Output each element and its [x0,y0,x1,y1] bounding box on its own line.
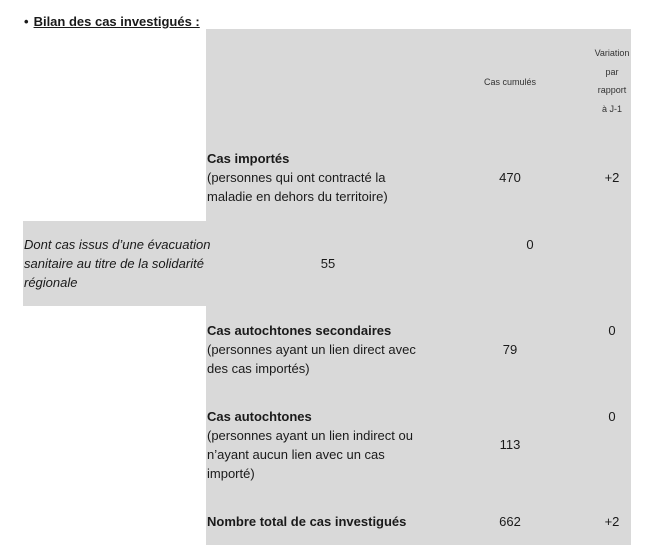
row-evacuation-cumulative: 55 [320,256,336,271]
row-secondary-cumulative: 79 [502,342,518,357]
row-secondary-label [207,321,416,378]
header-variation: Variation par rapport à J-1 [594,48,630,114]
row-description: (personnes ayant un lien indirect ou [207,428,413,443]
row-total-cumulative: 662 [499,514,521,529]
row-description: régionale [24,275,78,290]
row-description: Dont cas issus d’une évacuation [24,237,211,252]
row-imported-label [207,149,388,206]
row-secondary-variation: 0 [608,323,616,338]
row-evacuation-variation: 0 [526,237,534,252]
row-imported-cumulative: 470 [499,170,521,185]
row-autochthonous-label [207,407,413,483]
row-description: (personnes qui ont contracté la [207,170,386,185]
row-imported-variation: +2 [604,170,620,185]
row-description: n’ayant aucun lien avec un cas [207,447,385,462]
section-heading [24,14,200,29]
row-autochthonous-cumulative: 113 [499,437,521,452]
row-description: des cas importés) [207,361,310,376]
row-autochthonous-variation: 0 [608,409,616,424]
header-cumulative: Cas cumulés [483,77,537,87]
row-description: importé) [207,466,255,481]
row-title: Cas importés [207,151,290,166]
bullet: • [24,14,29,29]
row-title: Cas autochtones [207,409,312,424]
row-description: sanitaire au titre de la solidarité [24,256,204,271]
row-description: (personnes ayant un lien direct avec [207,342,416,357]
row-evacuation-label [24,235,210,292]
row-total-label: Nombre total de cas investigués [207,514,407,529]
row-title: Cas autochtones secondaires [207,323,392,338]
row-description: maladie en dehors du territoire) [207,189,388,204]
row-total-variation: +2 [604,514,620,529]
section-title: Bilan des cas investigués : [33,14,200,29]
